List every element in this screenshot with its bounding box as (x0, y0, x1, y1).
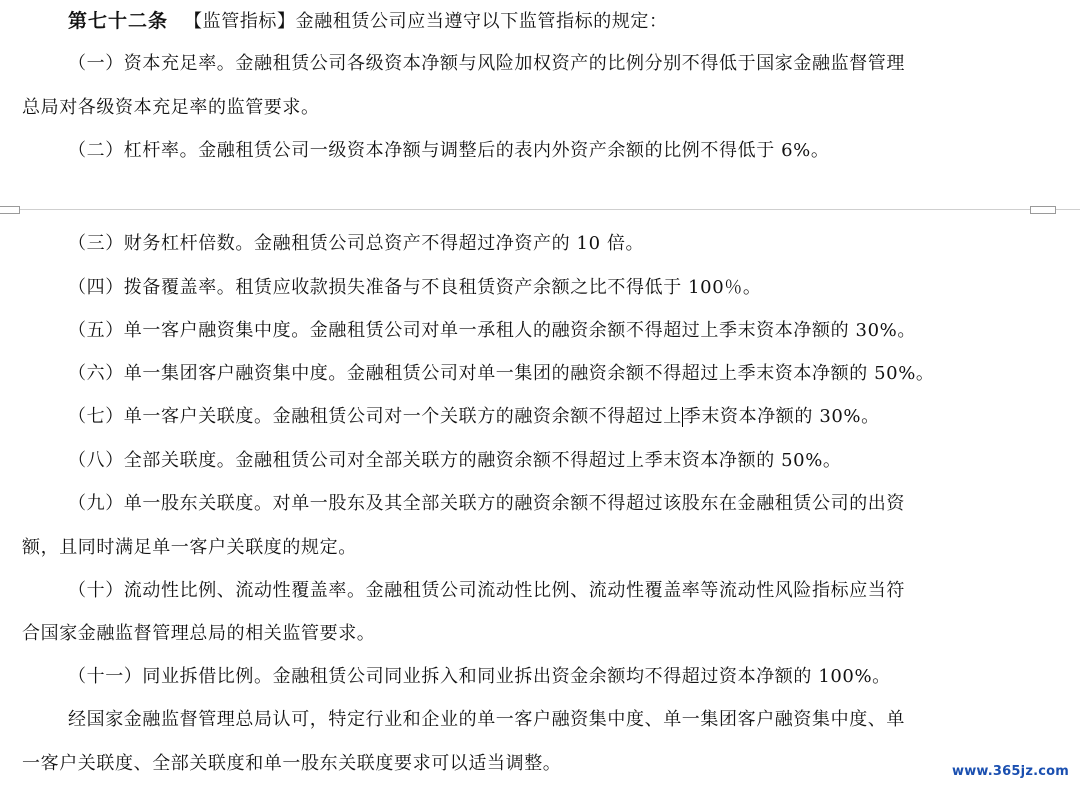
article-heading-line (0, 10, 1080, 33)
item-11: （十一）同业拆借比例。金融租赁公司同业拆入和同业拆出资金余额均不得超过资本净额的 100%。 (68, 666, 891, 687)
site-watermark: www.365jz.com (952, 764, 1070, 779)
page-break-rule (0, 209, 1080, 210)
item-10-line-2: 合国家金融监督管理总局的相关监管要求。 (22, 623, 376, 644)
closing-line-1: 经国家金融监督管理总局认可，特定行业和企业的单一客户融资集中度、单一集团客户融资集中度、单 (68, 709, 905, 730)
page-break-left-marker (0, 206, 20, 214)
item-7[interactable] (0, 406, 1080, 428)
item-3: （三）财务杠杆倍数。金融租赁公司总资产不得超过净资产的 10 倍。 (68, 233, 645, 254)
item-10-line-1: （十）流动性比例、流动性覆盖率。金融租赁公司流动性比例、流动性覆盖率等流动性风险指标应当符 (68, 580, 905, 601)
item-7-text-before-cursor: （七）单一客户关联度。金融租赁公司对一个关联方的融资余额不得超过上 (68, 406, 682, 427)
item-7-text-after-cursor: 季末资本净额的 30%。 (682, 406, 880, 427)
closing-line-2: 一客户关联度、全部关联度和单一股东关联度要求可以适当调整。 (22, 753, 562, 774)
item-1-line-2: 总局对各级资本充足率的监管要求。 (22, 97, 320, 118)
item-9-line-2: 额，且同时满足单一客户关联度的规定。 (22, 537, 357, 558)
page-break (0, 206, 1080, 214)
item-4: （四）拨备覆盖率。租赁应收款损失准备与不良租赁资产余额之比不得低于 100％。 (68, 277, 762, 298)
item-1-line-1: （一）资本充足率。金融租赁公司各级资本净额与风险加权资产的比例分别不得低于国家金融监督管理 (68, 53, 905, 74)
article-heading: 【监管指标】金融租赁公司应当遵守以下监管指标的规定： (184, 11, 668, 32)
item-2: （二）杠杆率。金融租赁公司一级资本净额与调整后的表内外资产余额的比例不得低于 6%。 (68, 140, 830, 161)
item-5: （五）单一客户融资集中度。金融租赁公司对单一承租人的融资余额不得超过上季末资本净额的 30%。 (68, 320, 916, 341)
page-break-right-marker (1030, 206, 1056, 214)
item-8: （八）全部关联度。金融租赁公司对全部关联方的融资余额不得超过上季末资本净额的 50%。 (68, 450, 842, 471)
item-9-line-1: （九）单一股东关联度。对单一股东及其全部关联方的融资余额不得超过该股东在金融租赁公司的出资 (68, 493, 905, 514)
item-6: （六）单一集团客户融资集中度。金融租赁公司对单一集团的融资余额不得超过上季末资本净额的 50%。 (68, 363, 935, 384)
article-number: 第七十二条 (68, 10, 169, 32)
